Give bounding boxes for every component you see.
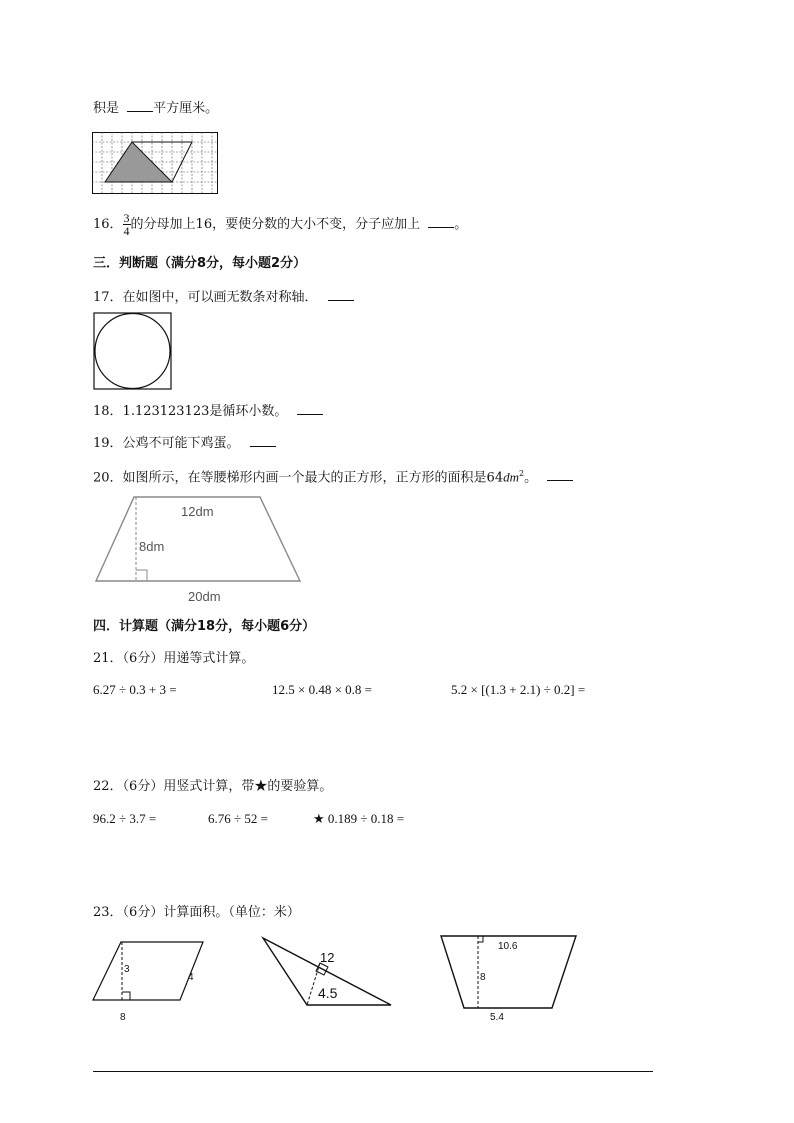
answer-blank[interactable] (297, 402, 323, 415)
parallelogram-height-label: 3 (124, 964, 130, 975)
expression: 12.5 × 0.48 × 0.8 = (272, 682, 372, 697)
triangle-side-label: 12 (320, 950, 335, 965)
q23: 23．（6分）计算面积。（单位：米） (93, 905, 300, 920)
q15-tail: 积是 平方厘米。 (93, 101, 219, 116)
q18: 18．1.123123123是循环小数。 (93, 402, 323, 420)
answer-blank[interactable] (250, 434, 276, 447)
area-trapezoid-figure (438, 932, 580, 1024)
trapezoid-top-label: 10.6 (498, 941, 518, 952)
trapezoid-figure (92, 494, 306, 606)
trapezoid-bottom-label: 20dm (188, 589, 221, 604)
q22: 22．（6分）用竖式计算，带★的要验算。 (93, 779, 333, 794)
square-circle-figure (93, 312, 173, 391)
q16: 16． $\frac{3}{4}$ 的分母加上16，要使分数的大小不变，分子应加上 。 (93, 211, 468, 238)
q20: 20．如图所示，在等腰梯形内画一个最大的正方形，正方形的面积是$64dm^2$。 (93, 466, 573, 486)
triangle-height-label: 4.5 (318, 985, 338, 1001)
expression: ★ 0.189 ÷ 0.18 = (313, 811, 405, 826)
expression: 96.2 ÷ 3.7 = (93, 811, 157, 826)
fraction: $\frac{3}{4}$ (123, 211, 130, 238)
grid-triangle-figure (92, 132, 218, 194)
expression: 5.2 × [(1.3 + 2.1) ÷ 0.2] = (451, 682, 586, 697)
answer-blank[interactable] (428, 215, 454, 228)
answer-blank[interactable] (328, 288, 354, 301)
parallelogram-side-label: 4 (188, 972, 194, 983)
parallelogram-base-label: 8 (120, 1012, 126, 1023)
trapezoid-height-label: 8dm (139, 539, 165, 554)
footer-divider (93, 1071, 653, 1072)
q19: 19．公鸡不可能下鸡蛋。 (93, 434, 276, 452)
section-title: 三．判断题（满分8分，每小题2分） (93, 256, 307, 271)
q21: 21．（6分）用递等式计算。 (93, 651, 255, 666)
q17: 17．在如图中，可以画无数条对称轴． (93, 288, 354, 306)
expression: 6.27 ÷ 0.3 + 3 = (93, 682, 177, 697)
section-title: 四．计算题（满分18分，每小题6分） (93, 619, 316, 634)
trapezoid-top-label: 12dm (181, 504, 214, 519)
expression: 6.76 ÷ 52 = (208, 811, 268, 826)
answer-blank[interactable] (547, 468, 573, 481)
trapezoid-height-label: 8 (480, 972, 486, 983)
answer-blank[interactable] (127, 99, 153, 112)
trapezoid-bottom-label: 5.4 (490, 1012, 504, 1023)
parallelogram-figure (88, 936, 208, 1028)
triangle-figure (258, 932, 396, 1016)
